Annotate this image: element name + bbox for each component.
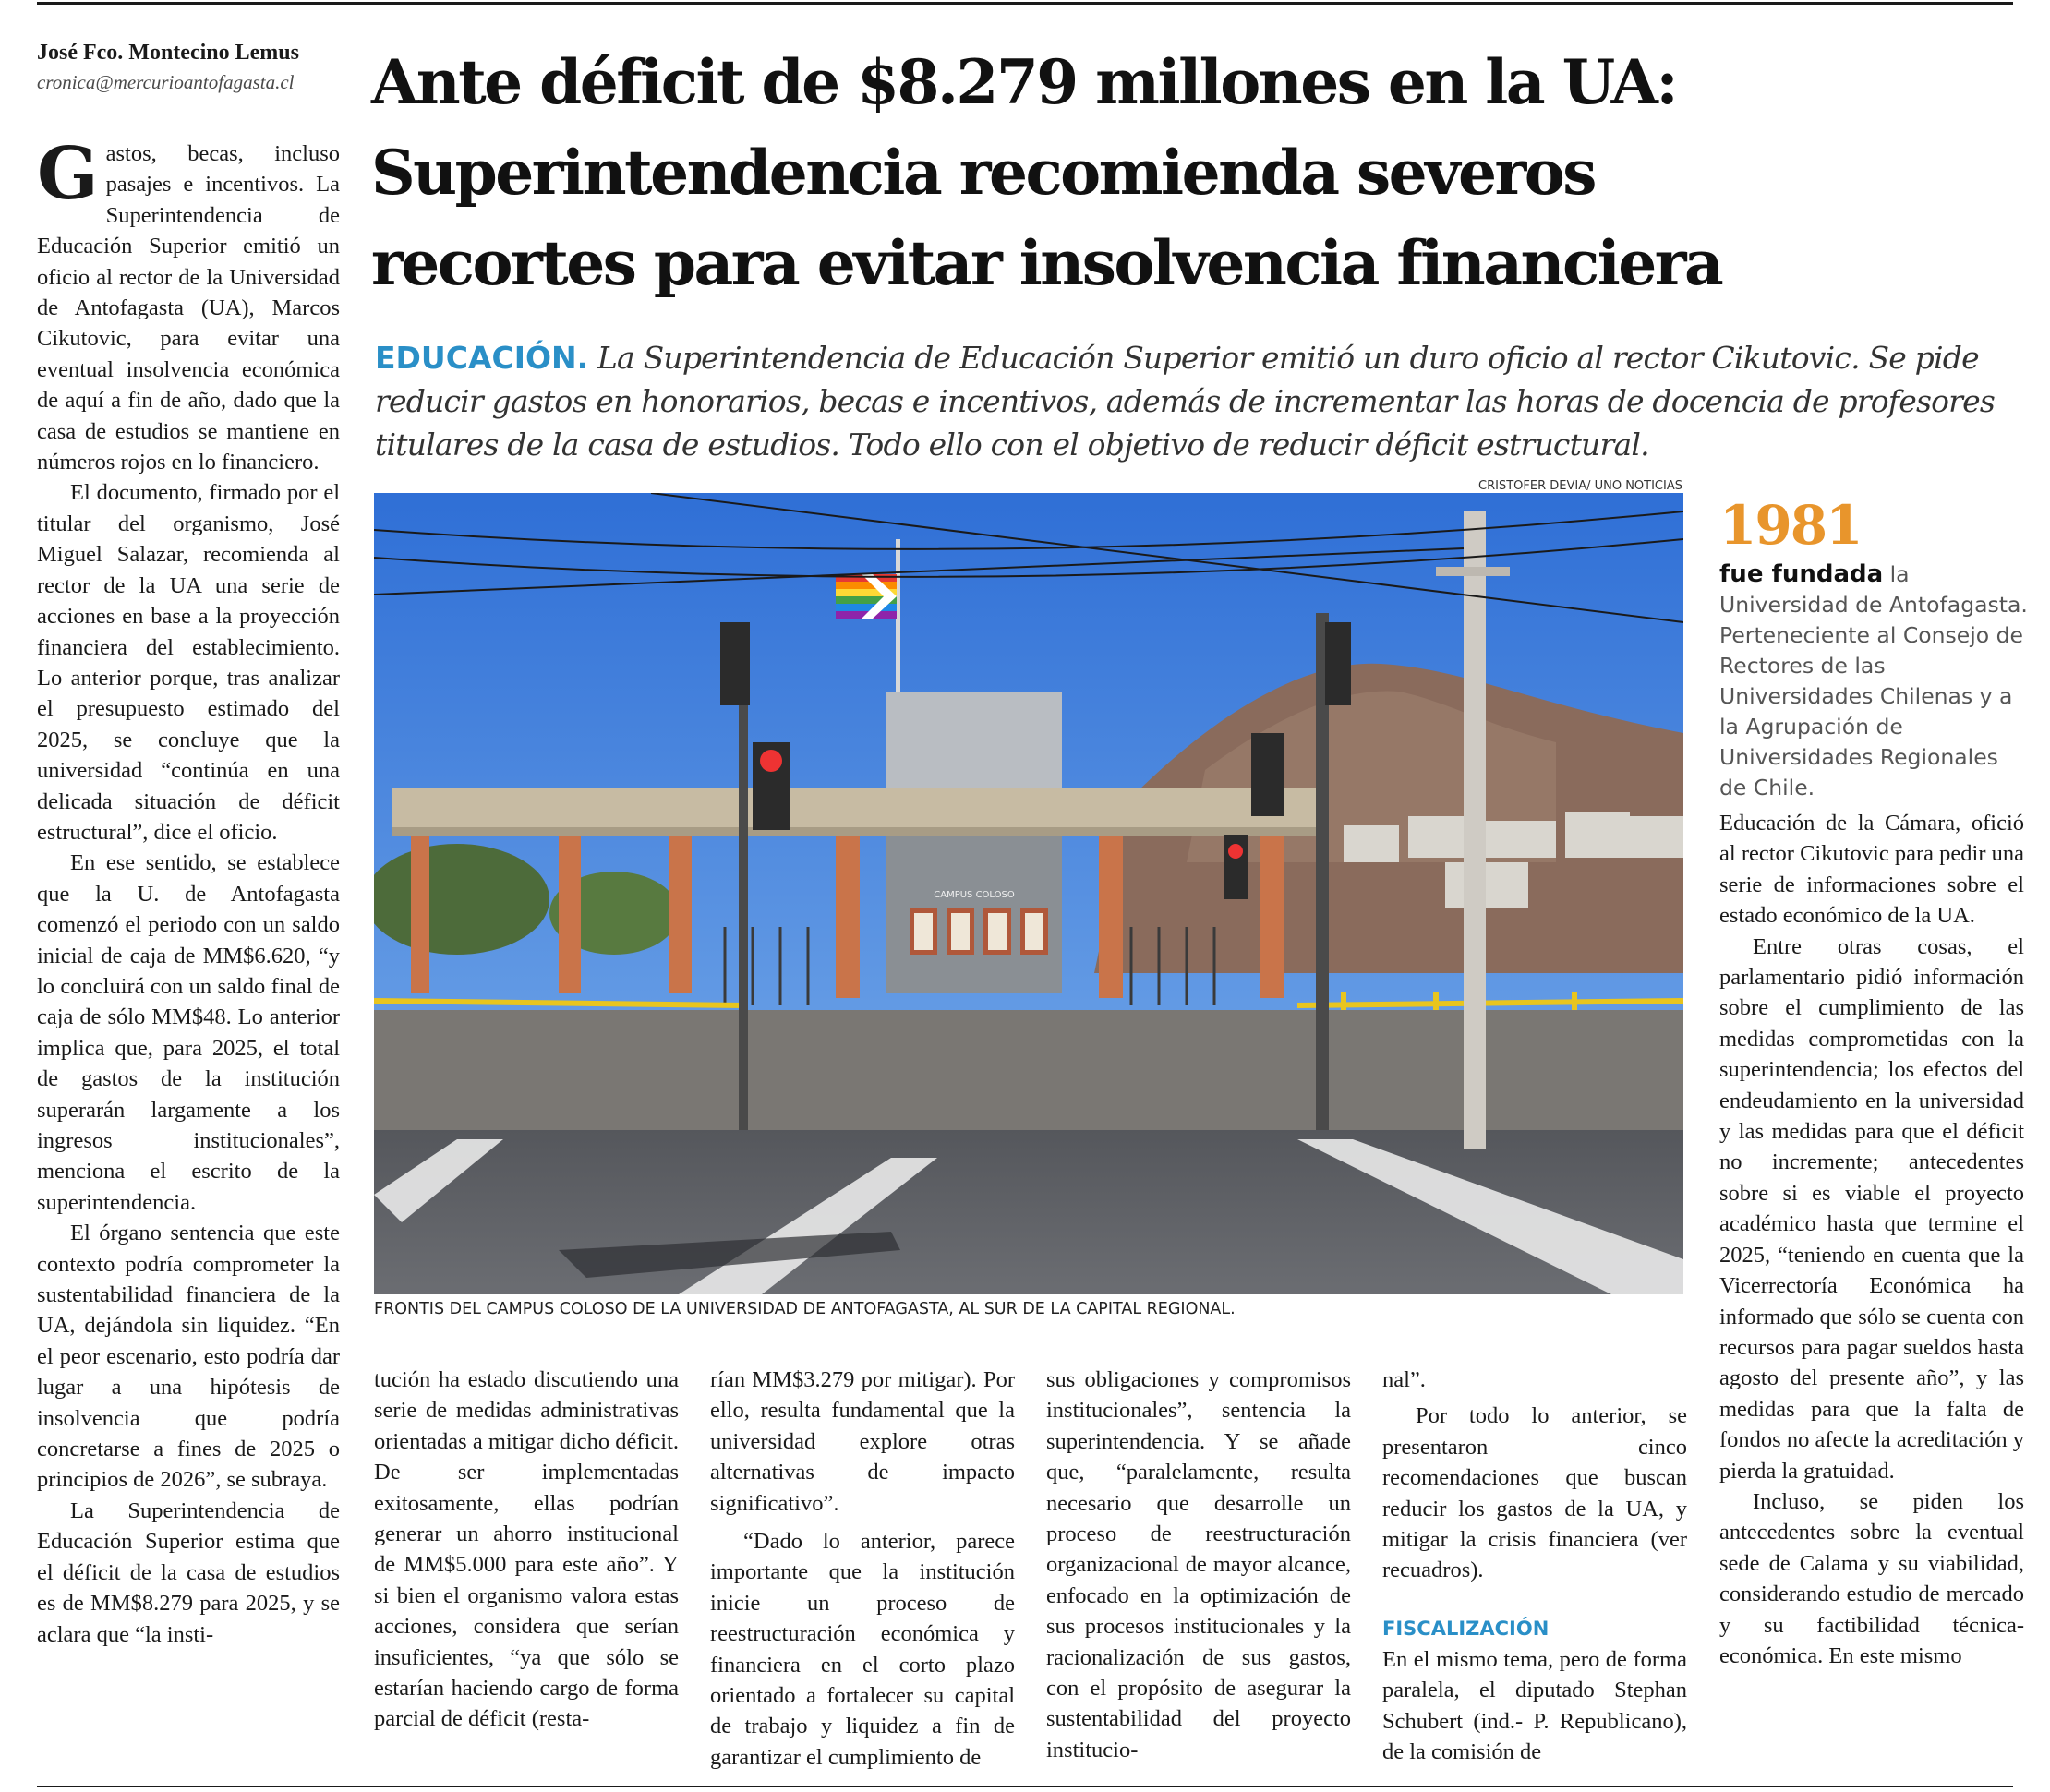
paragraph: Entre otras cosas, el parlamentario pidió información sobre el cumplimiento de las medidas comprometidas con la superintendencia; los efectos del endeudamiento en la universidad y las medidas para que el déficit no incremente; antecedentes sobre si es viable el proyecto académico hasta que termine el 2025, “teniendo en cuenta que la Vicerrectoría Económica ha informado que sólo se cuenta con recursos para pagar sueldos hasta agosto del presente año”, y las medidas para que la falta de fondos no afecte la acreditación y pierda la gratuidad.	[1719, 933, 2024, 1484]
paragraph: El órgano sentencia que este contexto podría comprometer la sustentabilidad financiera de la UA, dejándola sin liquidez. “En el peor escenario, esto podría dar lugar a una hipótesis de insolvencia que podría concretarse a fines de 2025 o principios de 2026”, se subraya.	[37, 1221, 340, 1493]
article-column-3	[710, 1365, 1015, 1773]
sidebar-lead: fue fundada	[1719, 560, 1884, 588]
headline-line-3: recortes para evitar insolvencia financiera	[371, 227, 1722, 299]
paragraph-lead	[37, 132, 340, 477]
top-rule	[37, 2, 2013, 5]
paragraph: En ese sentido, se establece que la U. de Antofagasta comenzó el periodo con un saldo inicial de caja de MM$6.620, “y lo concluirá con un saldo final de caja de sólo MM$48. Lo anterior implica que, para 2025, el total de gastos de la institución superarán largamente a los ingresos institucionales”, menciona el escrito de la superintendencia.	[37, 850, 340, 1215]
bottom-rule	[37, 1786, 2013, 1787]
campus-sign: CAMPUS COLOSO	[934, 890, 1015, 900]
sidebar-number: 1981	[1719, 494, 1862, 557]
paragraph: “Dado lo anterior, parece importante que la institución inicie un proceso de reestructuración económica y financiera en el corto plazo orientado a fortalecer su capital de trabajo y liquidez a fin de garantizar el cumplimiento de	[710, 1529, 1015, 1770]
paragraph-lead-text: astos, becas, incluso pasajes e incentivos. La Superintendencia de Educación Superior emitió un oficio al rector de la Universidad de Antofagasta (UA), Marcos Cikutovic, para evitar una eventual insolvencia económica de aquí a fin de año, dado que la casa de estudios se mantiene en números rojos en lo financiero.	[37, 141, 340, 475]
headline-line-1: Ante déficit de $8.279 millones en la UA:	[371, 46, 1677, 118]
deck	[375, 336, 2019, 466]
sidebar-body: la Universidad de Antofagasta. Perteneciente al Consejo de Rectores de las Universidades Chilenas y a la Agrupación de Universidades Regionales de Chile.	[1719, 561, 2028, 800]
paragraph: Incluso, se piden los antecedentes sobre la eventual sede de Calama y su viabilidad, considerando estudio de mercado y su factibilidad técnica-económica. En este mismo	[1719, 1488, 2024, 1668]
article-column-5	[1382, 1365, 1687, 1767]
paragraph: El documento, firmado por el titular del organismo, José Miguel Salazar, recomienda al rector de la UA una serie de acciones en base a la proyección financiera del establecimiento. Lo anterior porque, tras analizar el presupuesto estimado del 2025, se concluye que la universidad “continúa en una delicada situación de déficit estructural”, dice el oficio.	[37, 480, 340, 845]
paragraph: nal”.	[1382, 1367, 1426, 1392]
deck-text: La Superintendencia de Educación Superior emitió un duro oficio al rector Cikutovic. Se pide reducir gastos en honorarios, becas e incentivos, además de incrementar las horas de docencia de profesores titulares de la casa de estudios. Todo ello con el objetivo de reducir déficit estructural.	[375, 340, 1995, 463]
article-column-1	[37, 132, 340, 1650]
headline	[371, 37, 2024, 308]
drop-cap: G	[37, 132, 99, 216]
byline	[37, 41, 351, 94]
flag	[836, 574, 897, 619]
headline-line-2: Superintendencia recomienda severos	[371, 137, 1595, 209]
section-tag: EDUCACIÓN.	[375, 340, 589, 376]
paragraph: La Superintendencia de Educación Superior estima que el déficit de la casa de estudios es de MM$8.279 para 2025, y se aclara que “la insti-	[37, 1497, 340, 1647]
paragraph: tución ha estado discutiendo una serie de medidas administrativas orientadas a mitigar dicho déficit. De ser implementadas exitosamente, ellas podrían generar un ahorro institucional de MM$5.000 para este año”. Y si bien el organismo valora estas acciones, considera que serían insuficientes, “ya que sólo se estarían haciendo cargo de forma parcial de déficit (resta-	[374, 1367, 679, 1732]
paragraph: sus obligaciones y compromisos institucionales”, sentencia la superintendencia. Y se añade que, “paralelamente, resulta necesario que desarrolle un proceso de reestructuración organizacional de mayor alcance, enfocado en la optimización de sus procesos institucionales y la racionalización de sus gastos, con el propósito de asegurar la sustentabilidad del proyecto institucio-	[1046, 1367, 1351, 1762]
sidebar-text	[1719, 559, 2029, 803]
paragraph: Educación de la Cámara, ofició al rector Cikutovic para pedir una serie de informaciones sobre el estado económico de la UA.	[1719, 811, 2024, 929]
paragraph: Por todo lo anterior, se presentaron cinco recomendaciones que buscan reducir los gastos de la UA, y mitigar la crisis financiera (ver recuadros).	[1382, 1403, 1687, 1583]
paragraph: En el mismo tema, pero de forma paralela, el diputado Stephan Schubert (ind.- P. Republicano), de la comisión de	[1382, 1646, 1687, 1765]
article-column-2	[374, 1365, 679, 1735]
campus-photo	[374, 493, 1683, 1294]
paragraph: rían MM$3.279 por mitigar). Por ello, resulta fundamental que la universidad explore otras alternativas de impacto significativo”.	[710, 1367, 1015, 1516]
byline-email: cronica@mercurioantofagasta.cl	[37, 71, 295, 93]
byline-name: José Fco. Montecino Lemus	[37, 41, 299, 65]
campus-entrance-illustration	[374, 493, 1683, 1294]
photo-credit: CRISTOFER DEVIA/ UNO NOTICIAS	[1478, 479, 1682, 493]
article-column-4	[1046, 1365, 1351, 1765]
subhead-fiscalizacion: FISCALIZACIÓN	[1382, 1617, 1550, 1640]
photo-caption: FRONTIS DEL CAMPUS COLOSO DE LA UNIVERSIDAD DE ANTOFAGASTA, AL SUR DE LA CAPITAL REGIONAL.	[374, 1300, 1236, 1318]
article-column-6	[1719, 808, 2024, 1671]
